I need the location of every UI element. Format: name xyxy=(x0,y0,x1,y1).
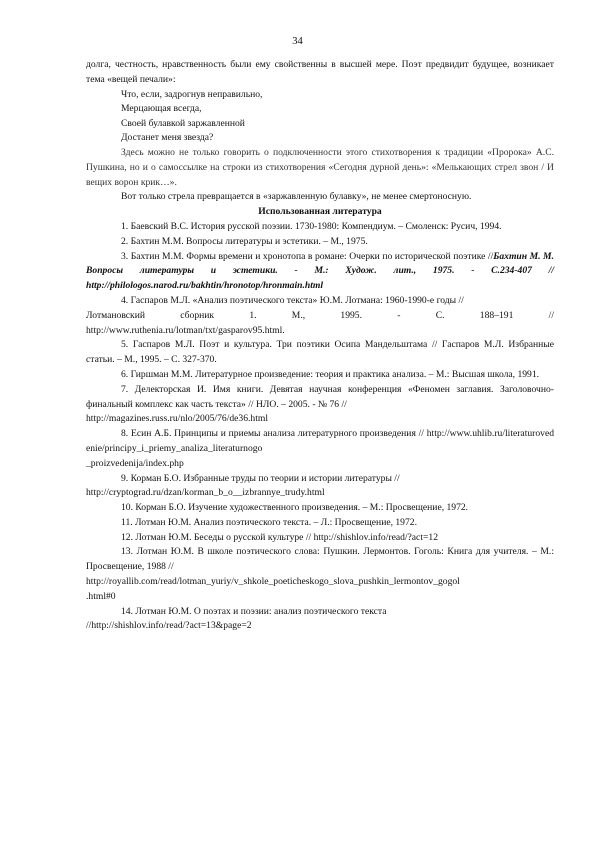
reference-item: 9. Корман Б.О. Избранные труды по теории и истории литературы // xyxy=(121,472,400,484)
page-number: 34 xyxy=(292,36,303,47)
reference-link[interactable]: //http://shishlov.info/read/?act=13&page=2 xyxy=(86,620,252,632)
reference-item: 6. Гиршман М.М. Литературное произведение: теория и практика анализа. – М.: Высшая школа, 1991. xyxy=(121,368,540,380)
reference-item: 4. Гаспаров М.Л. «Анализ поэтического текста» Ю.М. Лотмана: 1960-1990-е годы // xyxy=(121,294,464,306)
verse-line: Что, если, задрогнув неправильно, xyxy=(121,88,263,100)
reference-item: 14. Лотман Ю.М. О поэтах и поэзии: анализ поэтического текста xyxy=(121,605,387,617)
verse-line: Мерцающая всегда, xyxy=(121,103,202,115)
intro-paragraph: долга, честность, нравственность были ему свойственны в высшей мере. Поэт предвидит будущее, возникает тема «вещей печали»: xyxy=(86,59,554,85)
reference-source-bold: Бахтин М. М. Вопросы литературы и эстетики. - М.: Худож. лит., 1975. - С.234-407 // http://philologos.narod.ru/bakhtin/hronotop/hronmain.html xyxy=(86,250,554,292)
reference-item: 1. Баевский В.С. История русской поэзии. 1730-1980: Компендиум. – Смоленск: Русич, 1994. xyxy=(121,220,502,232)
reference-list xyxy=(86,220,554,634)
reference-item: 10. Корман Б.О. Изучение художественного произведения. – М.: Просвещение, 1972. xyxy=(121,502,469,514)
reference-item: 8. Есин А.Б. Принципы и приемы анализа литературного произведения // http://www.uhlib.ru/literaturovedenie/principy_i_priemy_analiza_literaturnogo xyxy=(86,428,554,454)
body-paragraph: Здесь можно не только говорить о подключенности этого стихотворения к традиции «Пророка» А.С. Пушкина, но и о самоссылке на строки из стихотворения «Сегодня дурной день»: «Мелькающих стрел звон / И вещих ворон крик…». xyxy=(86,146,554,188)
section-heading: Использованная литература xyxy=(258,206,382,218)
body-paragraph: Вот только стрела превращается в «заржавленную булавку», не менее смертоносную. xyxy=(121,191,472,203)
reference-item: 2. Бахтин М.М. Вопросы литературы и эстетики. – М., 1975. xyxy=(121,235,368,247)
reference-item: 13. Лотман Ю.М. В школе поэтического слова: Пушкин. Лермонтов. Гоголь: Книга для учителя. – М.: Просвещение, 1988 // xyxy=(86,546,554,573)
page-body xyxy=(86,58,554,634)
reference-link[interactable]: .html#0 xyxy=(86,590,116,602)
reference-link[interactable]: _proizvedenija/index.php xyxy=(86,457,184,469)
reference-item: 11. Лотман Ю.М. Анализ поэтического текста. – Л.: Просвещение, 1972. xyxy=(121,516,417,528)
reference-link[interactable]: http://royallib.com/read/lotman_yuriy/v_shkole_poeticheskogo_slova_pushkin_lermontov_gogol xyxy=(86,576,460,588)
reference-item: 7. Делекторская И. Имя книги. Девятая научная конференция «Феномен заглавия. Заголовочно-финальный комплекс как часть текста» // НЛО. – 2005. - № 76 // xyxy=(86,383,554,410)
reference-continuation: Лотмановский сборник 1. М., 1995. - С. 188–191 // xyxy=(86,309,554,321)
verse-line: Своей булавкой заржавленной xyxy=(121,117,245,129)
reference-link[interactable]: http://www.ruthenia.ru/lotman/txt/gasparov95.html. xyxy=(86,324,285,336)
reference-item: 5. Гаспаров М.Л. Поэт и культура. Три поэтики Осипа Мандельштама // Гаспаров М.Л. Избранные статьи. – М., 1995. – С. 327-370. xyxy=(86,339,554,366)
poem-quote xyxy=(86,88,554,146)
reference-text: 3. Бахтин М.М. Формы времени и хронотопа в романе: Очерки по исторической поэтике // xyxy=(121,250,494,262)
reference-item: 12. Лотман Ю.М. Беседы о русской культуре // http://shishlov.info/read/?act=12 xyxy=(121,531,438,543)
reference-item xyxy=(86,250,554,294)
verse-line: Достанет меня звезда? xyxy=(121,132,214,144)
reference-link[interactable]: http://cryptograd.ru/dzan/korman_b_o__izbrannye_trudy.html xyxy=(86,487,325,499)
reference-link[interactable]: http://magazines.russ.ru/nlo/2005/76/de36.html xyxy=(86,413,268,425)
